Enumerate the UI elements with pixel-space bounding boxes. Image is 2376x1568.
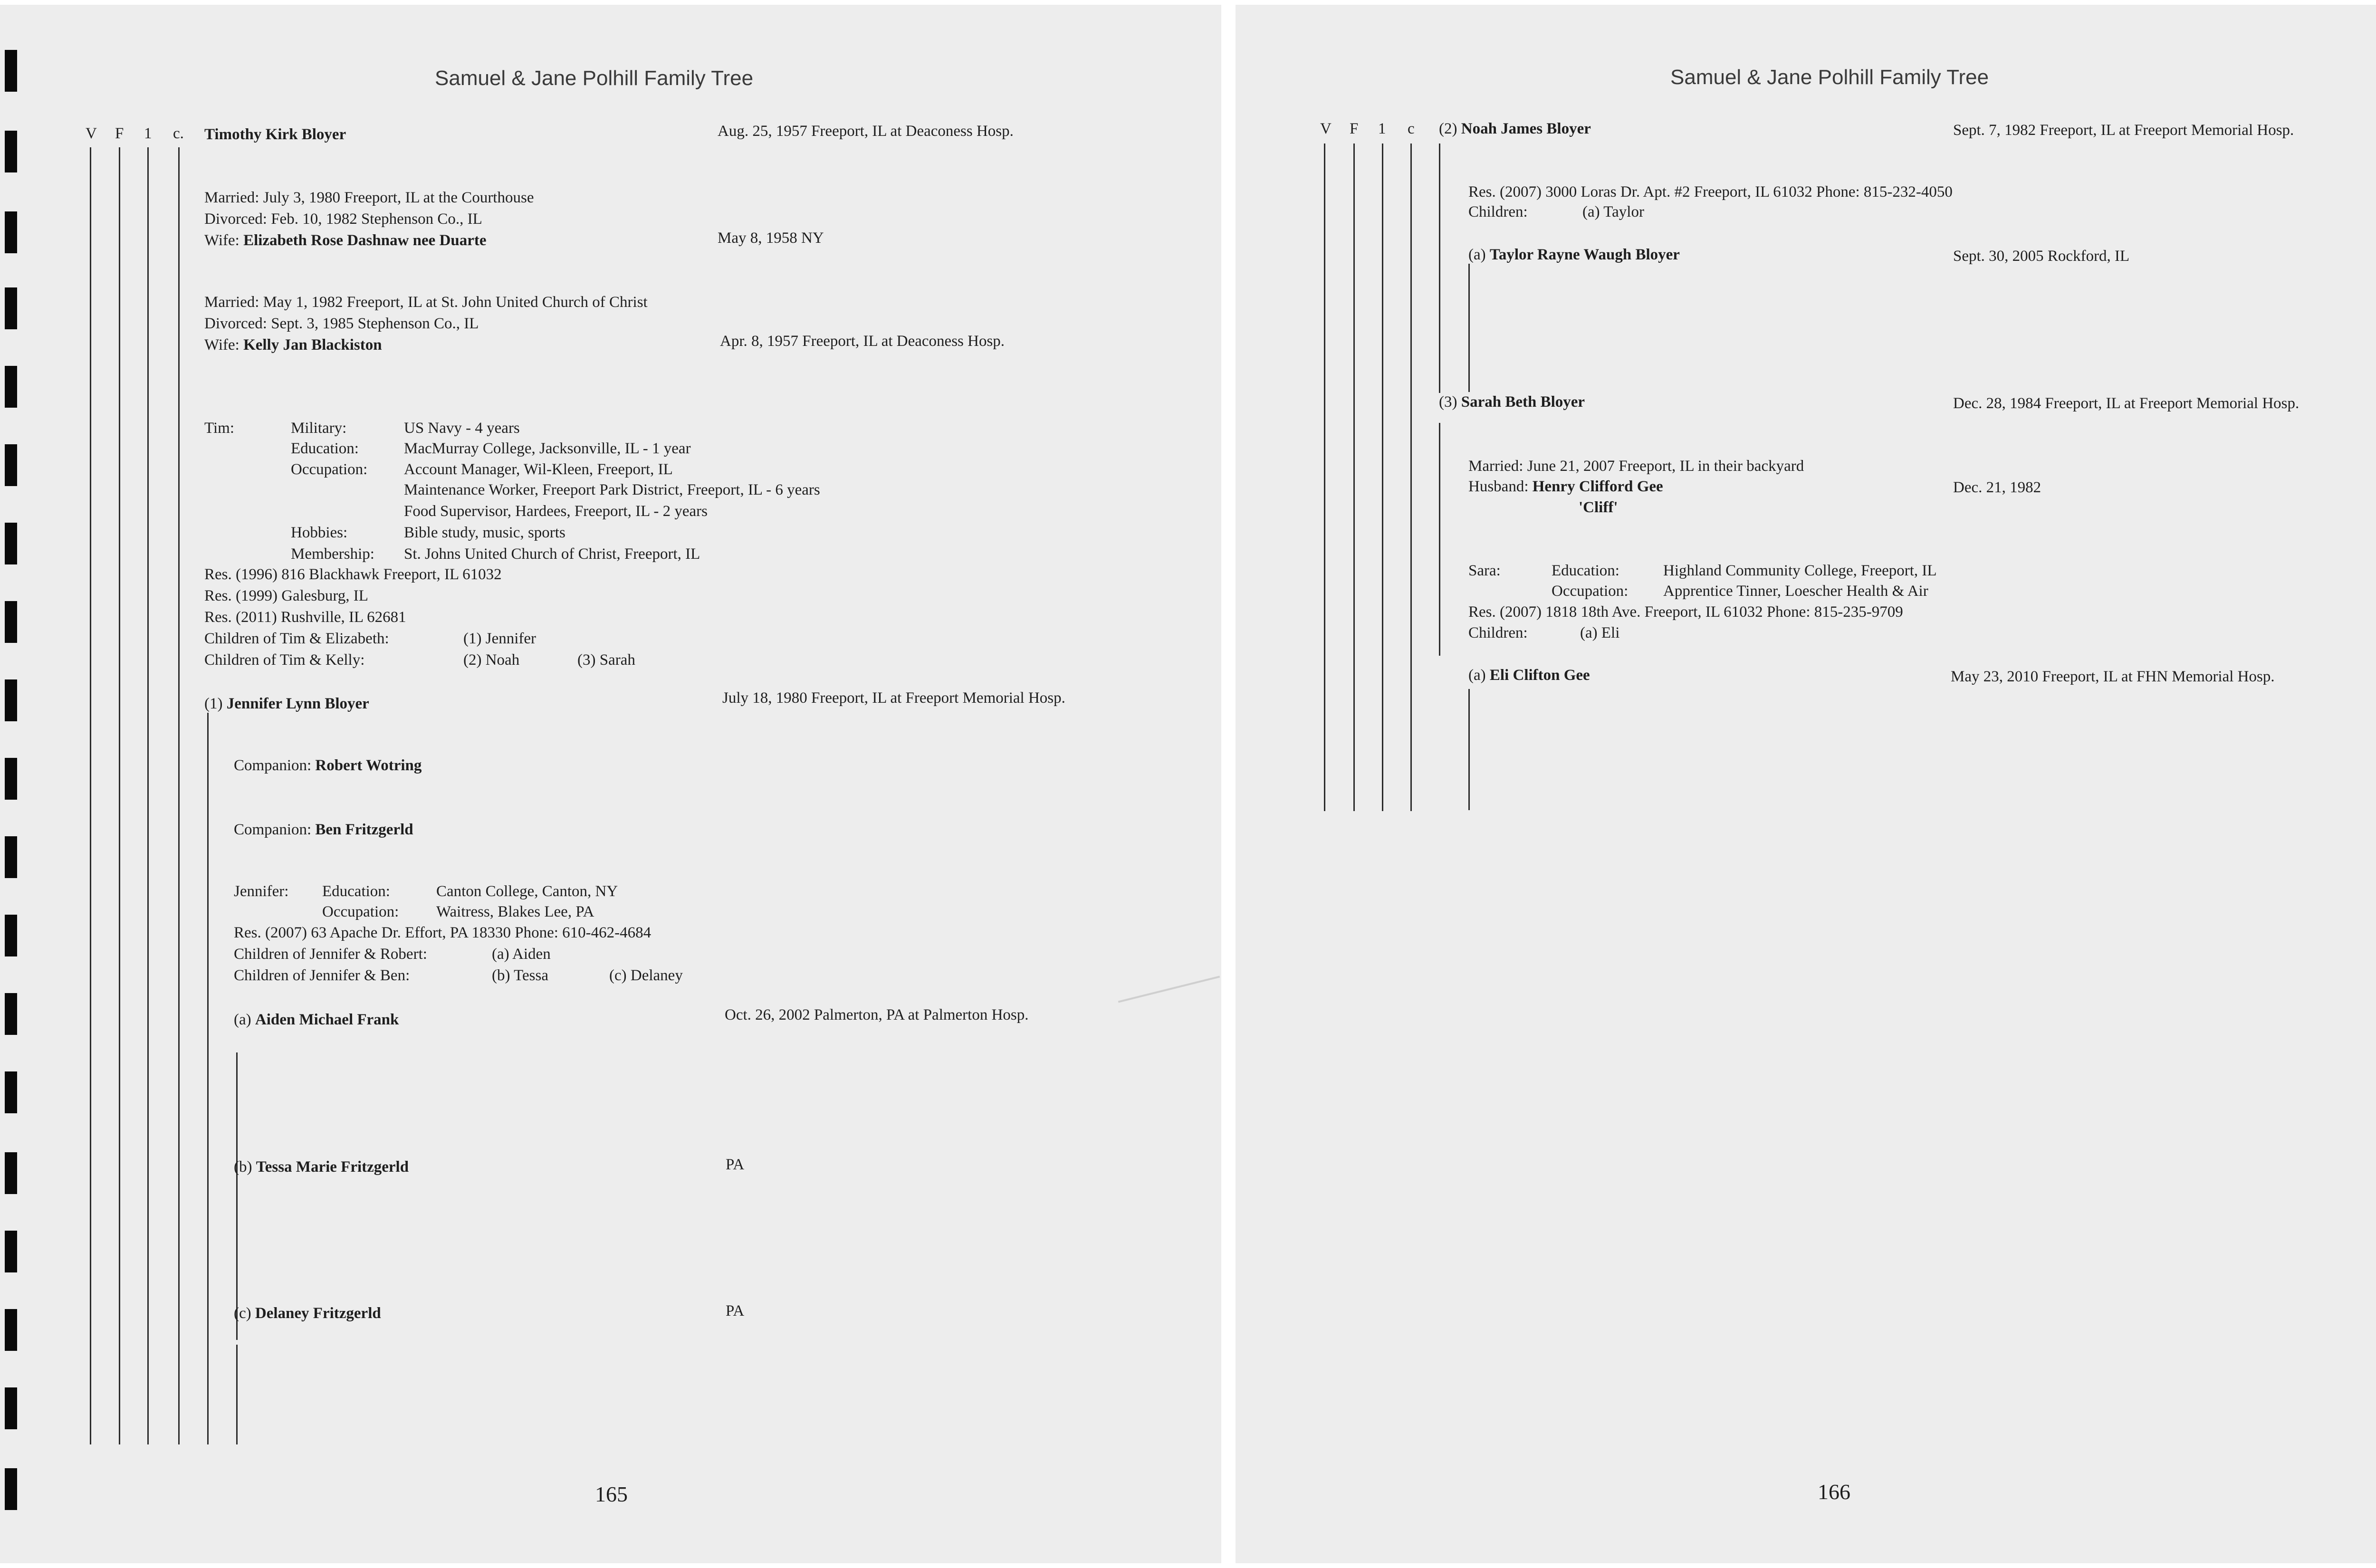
child-birth: Sept. 30, 2005 Rockford, IL — [1953, 248, 2130, 265]
detail-subject: Jennifer: — [234, 883, 289, 900]
gen-v: V — [1320, 120, 1332, 137]
generation-line — [1324, 143, 1325, 811]
binder-hole — [5, 679, 17, 721]
binder-hole — [5, 1071, 17, 1113]
marriage-line: Married: June 21, 2007 Freeport, IL in their backyard — [1468, 458, 1804, 475]
children-label: Children of Tim & Kelly: — [204, 651, 365, 669]
gen-c: c — [1408, 120, 1415, 137]
detail-label: Education: — [1552, 562, 1619, 579]
generation-line — [178, 147, 180, 1444]
detail-label: Occupation: — [291, 461, 368, 478]
children-value: (c) Delaney — [609, 967, 683, 984]
binder-hole — [5, 131, 17, 172]
generation-line — [207, 713, 209, 1444]
children-label: Children of Tim & Elizabeth: — [204, 630, 389, 647]
generation-line — [1353, 143, 1355, 811]
binder-hole — [5, 50, 17, 92]
detail-label: Membership: — [291, 545, 374, 563]
companion-line — [234, 758, 422, 774]
generation-line — [119, 147, 120, 1444]
husband-nickname: 'Cliff' — [1579, 499, 1618, 516]
child-entry — [1468, 668, 1590, 683]
child-name: Taylor Rayne Waugh Bloyer — [1489, 246, 1680, 263]
binder-hole — [5, 915, 17, 956]
page-title: Samuel & Jane Polhill Family Tree — [1670, 66, 1989, 89]
generation-line — [1382, 143, 1383, 811]
detail-label: Education: — [291, 440, 359, 457]
companion-line — [234, 822, 413, 838]
binder-hole — [5, 211, 17, 253]
detail-label: Occupation: — [1552, 583, 1629, 600]
child-name: Aiden Michael Frank — [255, 1011, 399, 1028]
children-value: (3) Sarah — [577, 651, 635, 669]
children-label: Children: — [1468, 624, 1528, 641]
residence-line: Res. (2007) 63 Apache Dr. Effort, PA 18330 Phone: 610-462-4684 — [234, 924, 651, 941]
scan-smudge — [1118, 975, 1220, 1003]
wife-birth: Apr. 8, 1957 Freeport, IL at Deaconess Hosp. — [720, 333, 1005, 350]
children-value: (a) Taylor — [1582, 203, 1644, 220]
husband-birth: Dec. 21, 1982 — [1953, 479, 2041, 496]
child-entry — [1439, 394, 1585, 410]
detail-value: St. Johns United Church of Christ, Freeport, IL — [404, 545, 700, 563]
child-name: Noah James Bloyer — [1461, 120, 1591, 137]
gen-f: F — [1350, 120, 1359, 137]
child-entry — [1439, 121, 1591, 137]
gen-v: V — [86, 125, 97, 142]
child-entry — [204, 696, 369, 712]
child-index: (a) — [234, 1011, 251, 1028]
detail-label: Hobbies: — [291, 524, 348, 541]
person-name: Timothy Kirk Bloyer — [204, 126, 346, 143]
binder-hole — [5, 1231, 17, 1272]
child-name: Tessa Marie Fritzgerld — [256, 1158, 409, 1176]
binder-hole — [5, 758, 17, 800]
residence-line: Res. (2007) 1818 18th Ave. Freeport, IL 61032 Phone: 815-235-9709 — [1468, 603, 1903, 621]
wife-name: Elizabeth Rose Dashnaw nee Duarte — [243, 232, 487, 249]
generation-line — [1468, 689, 1470, 810]
generation-line — [236, 1052, 238, 1200]
marriage-line: Married: July 3, 1980 Freeport, IL at the Courthouse — [204, 189, 534, 206]
children-value: (b) Tessa — [492, 967, 548, 984]
gen-c: c. — [173, 125, 184, 142]
binder-hole — [5, 366, 17, 408]
binder-hole — [5, 287, 17, 329]
gen-f: F — [115, 125, 124, 142]
binder-hole — [5, 1152, 17, 1194]
residence-line: Res. (1999) Galesburg, IL — [204, 587, 368, 604]
residence-line: Res. (2011) Rushville, IL 62681 — [204, 609, 406, 626]
detail-value: US Navy - 4 years — [404, 420, 520, 437]
children-label: Children of Jennifer & Robert: — [234, 946, 427, 963]
person-birth: Aug. 25, 1957 Freeport, IL at Deaconess Hosp. — [718, 123, 1014, 140]
child-entry — [234, 1012, 399, 1028]
generation-line — [1410, 143, 1412, 811]
binder-hole — [5, 523, 17, 564]
detail-subject: Tim: — [204, 420, 235, 437]
page-title: Samuel & Jane Polhill Family Tree — [435, 67, 754, 90]
wife-line — [204, 337, 382, 353]
child-birth: July 18, 1980 Freeport, IL at Freeport Memorial Hosp. — [722, 689, 1065, 707]
child-index: (a) — [1468, 246, 1486, 263]
child-name: Jennifer Lynn Bloyer — [226, 695, 369, 712]
wife-line — [204, 233, 487, 249]
gen-1: 1 — [1378, 120, 1386, 137]
companion-name: Ben Fritzgerld — [315, 821, 413, 838]
detail-value: Canton College, Canton, NY — [436, 883, 618, 900]
child-index: (2) — [1439, 120, 1457, 137]
residence-line: Res. (1996) 816 Blackhawk Freeport, IL 61032 — [204, 566, 502, 583]
child-entry — [234, 1306, 381, 1321]
detail-subject: Sara: — [1468, 562, 1501, 579]
generation-line — [236, 1345, 238, 1444]
child-birth: PA — [726, 1156, 745, 1173]
generation-line — [90, 147, 91, 1444]
binder-hole — [5, 444, 17, 486]
generation-line — [1439, 423, 1440, 656]
child-index: (b) — [234, 1158, 252, 1176]
children-value: (1) Jennifer — [463, 630, 537, 647]
child-index: (3) — [1439, 393, 1457, 411]
child-name: Sarah Beth Bloyer — [1461, 393, 1585, 411]
binder-hole — [5, 601, 17, 643]
child-entry — [234, 1159, 409, 1175]
child-birth: May 23, 2010 Freeport, IL at FHN Memorial Hosp. — [1951, 668, 2275, 685]
child-birth: Dec. 28, 1984 Freeport, IL at Freeport Memorial Hosp. — [1953, 395, 2299, 412]
binder-hole — [5, 993, 17, 1035]
detail-value: Highland Community College, Freeport, IL — [1663, 562, 1937, 579]
generation-line — [147, 147, 149, 1444]
children-label: Children of Jennifer & Ben: — [234, 967, 410, 984]
left-page — [0, 5, 1221, 1563]
children-value: (a) Eli — [1580, 624, 1620, 641]
divorce-line: Divorced: Feb. 10, 1982 Stephenson Co., IL — [204, 210, 482, 228]
wife-label: Wife: — [204, 336, 240, 354]
child-name: Eli Clifton Gee — [1489, 667, 1590, 684]
wife-label: Wife: — [204, 232, 240, 249]
gen-1: 1 — [144, 125, 152, 142]
divorce-line: Divorced: Sept. 3, 1985 Stephenson Co., IL — [204, 315, 479, 332]
detail-value: Apprentice Tinner, Loescher Health & Air — [1663, 583, 1928, 600]
child-birth: Sept. 7, 1982 Freeport, IL at Freeport Memorial Hosp. — [1953, 122, 2294, 139]
detail-value: Account Manager, Wil-Kleen, Freeport, IL — [404, 461, 673, 478]
generation-line — [1468, 264, 1470, 392]
wife-name: Kelly Jan Blackiston — [243, 336, 382, 354]
marriage-line: Married: May 1, 1982 Freeport, IL at St. John United Church of Christ — [204, 294, 648, 311]
child-index: (c) — [234, 1305, 251, 1322]
detail-label: Occupation: — [322, 903, 399, 920]
binder-hole — [5, 1309, 17, 1351]
child-birth: PA — [726, 1302, 745, 1319]
children-value: (2) Noah — [463, 651, 520, 669]
child-birth: Oct. 26, 2002 Palmerton, PA at Palmerton Hosp. — [725, 1006, 1029, 1023]
detail-label: Education: — [322, 883, 390, 900]
binder-hole — [5, 1387, 17, 1429]
husband-label: Husband: — [1468, 478, 1529, 495]
children-label: Children: — [1468, 203, 1528, 220]
residence-line: Res. (2007) 3000 Loras Dr. Apt. #2 Freeport, IL 61032 Phone: 815-232-4050 — [1468, 183, 1953, 201]
detail-value: Waitress, Blakes Lee, PA — [436, 903, 594, 920]
companion-label: Companion: — [234, 757, 312, 774]
detail-value: Bible study, music, sports — [404, 524, 565, 541]
child-entry — [1468, 247, 1680, 263]
child-index: (1) — [204, 695, 223, 712]
companion-label: Companion: — [234, 821, 312, 838]
companion-name: Robert Wotring — [315, 757, 422, 774]
child-index: (a) — [1468, 667, 1486, 684]
detail-label: Military: — [291, 420, 347, 437]
children-value: (a) Aiden — [492, 946, 551, 963]
binder-hole — [5, 836, 17, 878]
husband-name: Henry Clifford Gee — [1532, 478, 1663, 495]
detail-value: Maintenance Worker, Freeport Park District, Freeport, IL - 6 years — [404, 481, 820, 498]
detail-value: MacMurray College, Jacksonville, IL - 1 year — [404, 440, 691, 457]
page-number: 165 — [595, 1482, 628, 1506]
generation-line — [1439, 143, 1440, 393]
page-number: 166 — [1818, 1480, 1850, 1504]
detail-value: Food Supervisor, Hardees, Freeport, IL - 2 years — [404, 503, 708, 520]
child-name: Delaney Fritzgerld — [255, 1305, 381, 1322]
wife-birth: May 8, 1958 NY — [718, 229, 824, 247]
binder-hole — [5, 1468, 17, 1510]
right-page — [1236, 5, 2376, 1563]
husband-line — [1468, 479, 1663, 495]
